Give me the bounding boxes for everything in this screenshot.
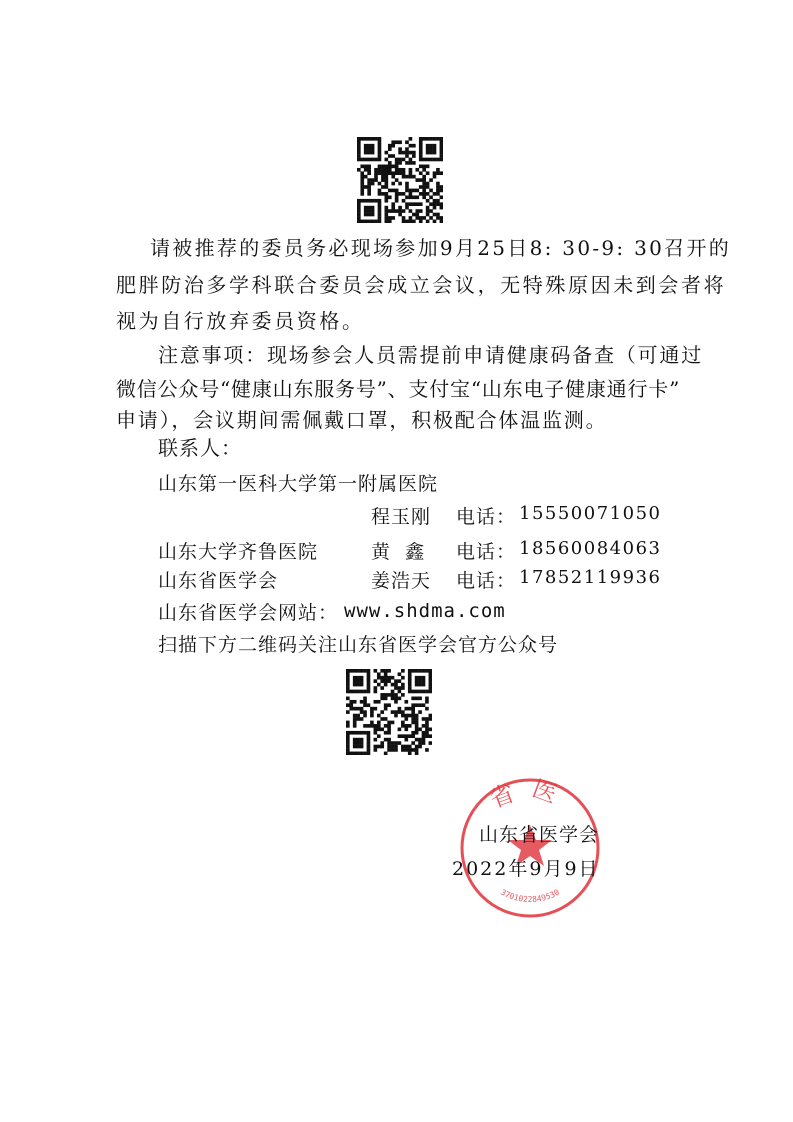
contact-phone: 15550071050 bbox=[519, 503, 662, 524]
official-seal-stamp bbox=[455, 773, 605, 923]
signature-org: 山东省医学会 bbox=[479, 824, 600, 846]
notice-paragraph2-line2: 微信公众号“健康山东服务号”、支付宝“山东电子健康通行卡” bbox=[116, 377, 681, 401]
qr-code-top bbox=[357, 137, 443, 223]
qr-instruction: 扫描下方二维码关注山东省医学会官方公众号 bbox=[158, 634, 559, 656]
website-label: 山东省医学会网站： bbox=[158, 602, 339, 624]
contact-name: 黄 鑫 bbox=[371, 541, 426, 563]
stamp-top-text: 省医 bbox=[485, 774, 575, 814]
contact-name: 程玉刚 bbox=[371, 506, 432, 528]
contacts-label: 联系人： bbox=[158, 436, 242, 460]
notice-paragraph2-line3: 申请），会议期间需佩戴口罩，积极配合体温监测。 bbox=[116, 408, 608, 432]
contact-name: 姜浩天 bbox=[371, 570, 432, 592]
contact-tel-label: 电话： bbox=[456, 541, 517, 563]
notice-paragraph2-line1: 注意事项：现场参会人员需提前申请健康码备查（可通过 bbox=[158, 343, 703, 367]
signature-date: 2022年9月9日 bbox=[452, 858, 600, 880]
contact-org: 山东省医学会 bbox=[158, 570, 279, 592]
notice-paragraph1-line2: 肥胖防治多学科联合委员会成立会议，无特殊原因未到会者将 bbox=[116, 273, 727, 297]
contact-tel-label: 电话： bbox=[456, 570, 517, 592]
qr-code-bottom bbox=[346, 669, 432, 755]
contact-org: 山东第一医科大学第一附属医院 bbox=[158, 473, 439, 495]
notice-paragraph1-line3: 视为自行放弃委员资格。 bbox=[116, 309, 365, 333]
contact-tel-label: 电话： bbox=[456, 506, 517, 528]
contact-phone: 17852119936 bbox=[519, 567, 662, 588]
contact-org: 山东大学齐鲁医院 bbox=[158, 541, 319, 563]
website-link[interactable]: www.shdma.com bbox=[344, 600, 506, 622]
notice-paragraph1-line1: 请被推荐的委员务必现场参加9月25日8: 30-9: 30召开的 bbox=[150, 236, 732, 260]
contact-phone: 18560084063 bbox=[519, 538, 662, 559]
stamp-serial: 3701022849530 bbox=[499, 887, 561, 905]
